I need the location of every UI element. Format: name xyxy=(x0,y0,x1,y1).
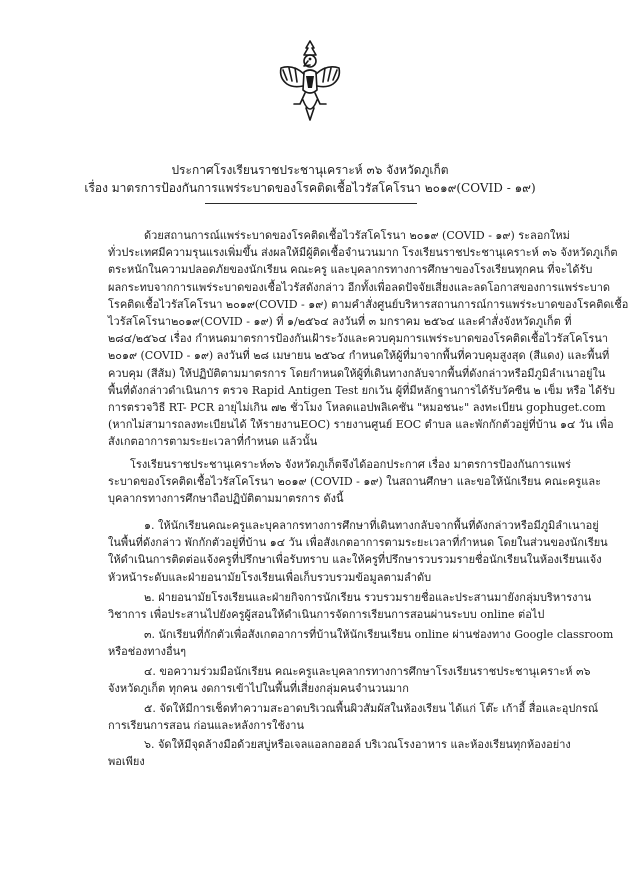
measure-line: พอเพียง xyxy=(108,755,145,769)
paragraph-background xyxy=(108,227,628,450)
measure-line: ๓. นักเรียนที่กักตัวเพื่อสังเกตอาการที่บ้านให้นักเรียนเรียน online ผ่านช่องทาง Google classroom xyxy=(144,628,614,641)
measure-line: หัวหน้าระดับและฝ่ายอนามัยโรงเรียนเพื่อเก็บรวบรวมข้อมูลตามลำดับ xyxy=(108,570,432,584)
measure-line: จังหวัดภูเก็ต ทุกคน งดการเข้าไปในพื้นที่เสี่ยงกลุ่มคนจำนวนมาก xyxy=(108,682,409,696)
paragraph-line: บุคลากรทางการศึกษาถือปฏิบัติตามมาตรการ ดังนี้ xyxy=(108,492,344,506)
paragraph-line: ระบาดของโรคติดเชื้อไวรัสโคโรนา ๒๐๑๙ (COVID - ๑๙) ในสถานศึกษา และขอให้นักเรียน คณะครูและ xyxy=(108,475,601,489)
paragraph-line: ๒๐๑๙ (COVID - ๑๙) ลงวันที่ ๒๘ เมษายน ๒๕๖๔ กำหนดให้ผู้ที่มาจากพื้นที่ควบคุมสูงสุด (สีแดง) และพื้นที่ xyxy=(108,349,610,363)
title-divider xyxy=(205,203,417,204)
paragraph-line: การตรวจวิธี RT- PCR อายุไม่เกิน ๗๒ ชั่วโมง โหลดแอปพลิเคชัน "หมอชนะ" ลงทะเบียน gophuget.com xyxy=(108,400,606,414)
measure-5 xyxy=(108,700,599,734)
paragraph-line: สังเกตอาการตามระยะเวลาที่กำหนด แล้วนั้น xyxy=(108,435,318,449)
measure-line: วิชาการ เพื่อประสานไปยังครูผู้สอนให้ดำเนินการจัดการเรียนการสอนผ่านระบบ online ต่อไป xyxy=(108,608,545,622)
measure-line: ๕. จัดให้มีการเช็ดทำความสะอาดบริเวณพื้นผิวสัมผัสในห้องเรียน ได้แก่ โต๊ะ เก้าอี้ สื่อและอุปกรณ์ xyxy=(144,702,599,715)
measure-line: ๔. ขอความร่วมมือนักเรียน คณะครูและบุคลากรทางการศึกษาโรงเรียนราชประชานุเคราะห์ ๓๖ xyxy=(144,665,591,678)
paragraph-line: (หากไม่สามารถลงทะเบียนได้ ให้รายงานEOC) รายงานศูนย์ EOC ตำบล และพักกักตัวอยู่ที่บ้าน ๑๔ วัน เพื่อ xyxy=(108,418,614,432)
paragraph-announcement xyxy=(108,456,601,508)
paragraph-line: ควบคุม (สีส้ม) ให้ปฏิบัติตามมาตรการ โดยกำหนดให้ผู้ที่เดินทางกลับจากพื้นที่ดังกล่าวหรือมีภูมิลำเนาอยู่ใน xyxy=(108,366,606,380)
measure-line: หรือช่องทางอื่นๆ xyxy=(108,645,187,659)
measure-line: ในพื้นที่ดังกล่าว พักกักตัวอยู่ที่บ้าน ๑๔ วัน เพื่อสังเกตอาการตามระยะเวลาที่กำหนด โดยในส่วนของนักเรียน xyxy=(108,536,608,550)
measure-1 xyxy=(108,517,608,586)
paragraph-line: โรคติดเชื้อไวรัสโคโรนา ๒๐๑๙(COVID - ๑๙) ตามคำสั่งศูนย์บริหารสถานการณ์การแพร่ระบาดของโรคติดเชื้อ xyxy=(108,297,628,311)
paragraph-line: โรงเรียนราชประชานุเคราะห์๓๖ จังหวัดภูเก็ตจึงได้ออกประกาศ เรื่อง มาตรการป้องกันการแพร่ xyxy=(130,458,571,471)
measure-line: ๒. ฝ่ายอนามัยโรงเรียนและฝ่ายกิจการนักเรียน รวบรวมรายชื่อและประสานมายังกลุ่มบริหารงาน xyxy=(144,591,592,604)
measure-line: การเรียนการสอน ก่อนและหลังการใช้งาน xyxy=(108,719,304,733)
announcement-subject: เรื่อง มาตรการป้องกันการแพร่ระบาดของโรคติดเชื้อไวรัสโคโรนา ๒๐๑๙(COVID - ๑๙) xyxy=(84,181,536,195)
paragraph-line: พื้นที่ดังกล่าวดำเนินการ ตรวจ Rapid Antigen Test ยกเว้น ผู้ที่มีหลักฐานการได้รับวัคซีน ๒ เข็ม หรือ ได้รับ xyxy=(108,383,616,397)
measure-line: ให้ดำเนินการติดต่อแจ้งครูที่ปรึกษาเพื่อรับทราบ และให้ครูที่ปรึกษารวบรวมรายชื่อนักเรียนในห้องเรียนแจ้ง xyxy=(108,553,602,567)
measure-3 xyxy=(108,626,614,660)
measure-line: ๖. จัดให้มีจุดล้างมือด้วยสบู่หรือเจลแอลกอฮอล์ บริเวณโรงอาหาร และห้องเรียนทุกห้องอย่าง xyxy=(144,738,571,751)
measure-6 xyxy=(108,736,571,770)
paragraph-line: ผลกระทบจากการแพร่ระบาดของเชื้อไวรัสดังกล่าว อีกทั้งเพื่อลดปัจจัยเสี่ยงและลดโอกาสของการแพร่ระบาด xyxy=(108,280,611,294)
paragraph-line: ทั่วประเทศมีความรุนแรงเพิ่มขึ้น ส่งผลให้มีผู้ติดเชื้อจำนวนมาก โรงเรียนราชประชานุเคราะห์ ๓๖ จังหวัดภูเก็ต xyxy=(108,246,618,260)
paragraph-line: ตระหนักในความปลอดภัยของนักเรียน คณะครู และบุคลากรทางการศึกษาของโรงเรียนทุกคน ที่จะได้รับ xyxy=(108,263,593,277)
measure-4 xyxy=(108,663,591,697)
measure-line: ๑. ให้นักเรียนคณะครูและบุคลากรทางการศึกษาที่เดินทางกลับจากพื้นที่ดังกล่าวหรือมีภูมิลำเนาอยู่ xyxy=(144,519,599,532)
paragraph-line: ๒๘๔/๒๕๖๔ เรื่อง กำหนดมาตรการป้องกันเฝ้าระวังและควบคุมการแพร่ระบาดของโรคติดเชื้อไวรัสโคโรนา xyxy=(108,332,609,346)
announcement-title: ประกาศโรงเรียนราชประชานุเคราะห์ ๓๖ จังหวัดภูเก็ต xyxy=(171,163,449,177)
paragraph-line: ไวรัสโคโรนา๒๐๑๙(COVID - ๑๙) ที่ ๑/๒๕๖๔ ลงวันที่ ๓ มกราคม ๒๕๖๔ และคำสั่งจังหวัดภูเก็ต ที่ xyxy=(108,314,572,328)
paragraph-line: ด้วยสถานการณ์แพร่ระบาดของโรคติดเชื้อไวรัสโคโรนา ๒๐๑๙ (COVID - ๑๙) ระลอกใหม่ xyxy=(144,229,570,242)
garuda-emblem-icon xyxy=(275,38,345,123)
measure-2 xyxy=(108,589,592,623)
